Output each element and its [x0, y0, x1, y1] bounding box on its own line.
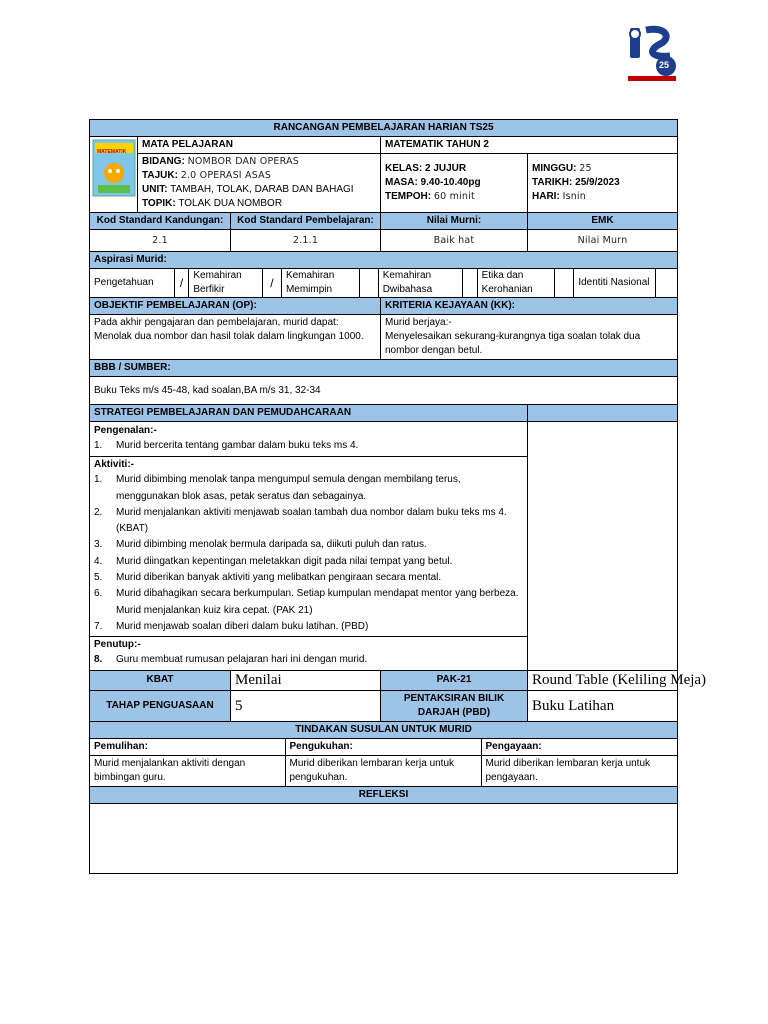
refleksi-label: REFLEKSI [90, 786, 678, 803]
kriteria-line1: Murid berjaya:- [385, 317, 452, 328]
list-item: 4. Murid diingatkan kepentingan meletakkan digit pada nilai tempat yang betul. [94, 555, 453, 567]
unit-value: TAMBAH, TOLAK, DARAB DAN BAHAGI [170, 184, 354, 195]
refleksi-content [90, 803, 678, 873]
class-time-info [381, 154, 528, 213]
kriteria-text [381, 315, 678, 360]
minggu-label: MINGGU: [532, 163, 577, 174]
list-item: 1. Murid dibimbing menolak tanpa mengumpul semula dengan membilang terus, menggunakan blok asas, petak seratus dan sebagainya. [94, 474, 461, 502]
hari-value: Isnin [562, 191, 586, 202]
hari-label: HARI: [532, 191, 560, 202]
pemulihan-label: Pemulihan: [90, 739, 285, 756]
aspirasi-check [462, 269, 477, 297]
tempoh-value: 60 minit [433, 191, 475, 202]
tahap-value: 5 [231, 690, 381, 721]
list-item: 3. Murid dibimbing menolak bermula daripada sa, diikuti puluh dan ratus. [94, 539, 427, 551]
list-item: 2. Murid menjalankan aktiviti menjawab soalan tambah dua nombor dalam buku teks ms 4. (KBAT) [94, 506, 507, 535]
aspirasi-check: / [174, 269, 189, 297]
minggu-value: 25 [579, 163, 592, 174]
pengayaan-label: Pengayaan: [481, 739, 678, 756]
school-logo [626, 24, 678, 84]
penutup-list [94, 652, 523, 668]
ksk-value: 2.1 [90, 230, 231, 252]
book-cover-cell [90, 137, 138, 213]
aspirasi-row [90, 269, 678, 298]
date-info [528, 154, 678, 213]
aspirasi-check [656, 269, 677, 297]
aktiviti-label: Aktiviti:- [94, 459, 134, 471]
list-item: 8. Guru membuat rumusan pelajaran hari ini dengan murid. [94, 654, 368, 666]
tahap-label: TAHAP PENGUASAAN [90, 690, 231, 721]
emk-label: EMK [528, 213, 678, 230]
kbat-value: Menilai [231, 670, 381, 690]
tarikh: TARIKH: 25/9/2023 [532, 177, 620, 188]
page-title: RANCANGAN PEMBELAJARAN HARIAN TS25 [90, 120, 678, 137]
pbd-value: Buku Latihan [528, 690, 678, 721]
objektif-text: Pada akhir pengajaran dan pembelajaran, murid dapat: Menolak dua nombor dan hasil tolak dalam lingkungan 1000. [90, 315, 381, 360]
pengayaan-text: Murid diberikan lembaran kerja untuk pengayaan. [485, 757, 651, 783]
pak21-label: PAK-21 [381, 670, 528, 690]
strategi-side-header [528, 405, 678, 422]
kbat-label: KBAT [90, 670, 231, 690]
topik-label: TOPIK: [142, 198, 176, 209]
aspirasi-check [555, 269, 574, 297]
logo-text: 25 [659, 60, 670, 70]
pbd-label: PENTAKSIRAN BILIK DARJAH (PBD) [381, 690, 528, 721]
subject-label: MATA PELAJARAN [138, 137, 381, 154]
aspirasi-check [359, 269, 378, 297]
textbook-cover-image [92, 139, 136, 197]
kelas: KELAS: 2 JUJUR [385, 163, 467, 174]
aspirasi-item-label: Kemahiran Memimpin [285, 270, 335, 295]
tajuk-label: TAJUK: [142, 170, 178, 181]
bbb-label: BBB / SUMBER: [90, 360, 678, 377]
pengukuhan-text: Murid diberikan lembaran kerja untuk pengukuhan. [285, 755, 481, 786]
penutup-label: Penutup:- [94, 639, 141, 651]
nilai-label: Nilai Murni: [381, 213, 528, 230]
ksp-value: 2.1.1 [231, 230, 381, 252]
pengenalan-list [94, 438, 523, 454]
topic-info [138, 154, 381, 213]
strategi-content [90, 422, 528, 671]
tempoh-label: TEMPOH: [385, 191, 432, 202]
kriteria-line2: Menyelesaikan sekurang-kurangnya tiga soalan tolak dua nombor dengan betul. [385, 331, 641, 356]
emk-value: Nilai Murn [528, 230, 678, 252]
aspirasi-item-label: Identiti Nasional [578, 277, 650, 288]
list-item: 7. Murid menjawab soalan diberi dalam buku latihan. (PBD) [94, 620, 369, 632]
ksp-label: Kod Standard Pembelajaran: [231, 213, 381, 230]
objektif-label: OBJEKTIF PEMBELAJARAN (OP): [90, 298, 381, 315]
aspirasi-label: Aspirasi Murid: [90, 252, 678, 269]
pak21-value: Round Table (Keliling Meja) [528, 670, 678, 690]
pengenalan-label: Pengenalan:- [94, 425, 157, 436]
aspirasi-item-label: Kemahiran Berfikir [193, 270, 242, 295]
bidang-label: BIDANG: [142, 156, 185, 167]
aktiviti-list [94, 472, 523, 635]
ksk-label: Kod Standard Kandungan: [90, 213, 231, 230]
bidang-value: NOMBOR DAN OPERAS [187, 156, 299, 167]
subject-value: MATEMATIK TAHUN 2 [381, 137, 678, 154]
tajuk-value: 2.0 OPERASI ASAS [180, 170, 272, 181]
masa: MASA: 9.40-10.40pg [385, 177, 481, 188]
aspirasi-item-label: Pengetahuan [94, 277, 154, 288]
nilai-value: Baik hat [381, 230, 528, 252]
lesson-plan-table [89, 119, 707, 874]
tindakan-label: TINDAKAN SUSULAN UNTUK MURID [90, 721, 678, 738]
pengukuhan-label: Pengukuhan: [285, 739, 481, 756]
strategi-side-notes [528, 422, 678, 671]
bbb-text: Buku Teks m/s 45-48, kad soalan,BA m/s 31, 32-34 [90, 377, 678, 405]
aspirasi-item-label: Etika dan Kerohanian [481, 270, 533, 295]
unit-label: UNIT: [142, 184, 168, 195]
aspirasi-item-label: Kemahiran Dwibahasa [382, 270, 433, 295]
strategi-label: STRATEGI PEMBELAJARAN DAN PEMUDAHCARAAN [90, 405, 528, 422]
topik-value: TOLAK DUA NOMBOR [178, 198, 283, 209]
list-item: 1. Murid bercerita tentang gambar dalam buku teks ms 4. [94, 440, 359, 451]
kriteria-label: KRITERIA KEJAYAAN (KK): [381, 298, 678, 315]
list-item: 6. Murid dibahagikan secara berkumpulan. Setiap kumpulan mendapat mentor yang berbeza. Murid menjalankan kuiz kira cepat. (PAK 21) [94, 588, 519, 616]
textbook-cover-title: MATEMATIK [97, 149, 127, 155]
aspirasi-check: / [263, 269, 282, 297]
list-item: 5. Murid diberikan banyak aktiviti yang melibatkan pengiraan secara mental. [94, 572, 442, 584]
pemulihan-text: Murid menjalankan aktiviti dengan bimbingan guru. [90, 755, 285, 786]
tindakan-row [90, 738, 678, 786]
